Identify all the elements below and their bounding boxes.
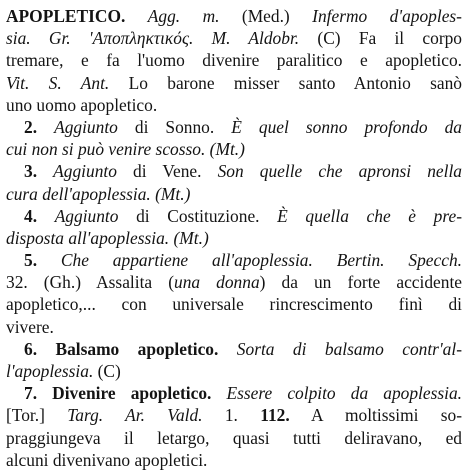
entry-line: Vit. S. Ant. Lo barone misser santo Antonio sanò bbox=[6, 72, 462, 93]
entry-line: APOPLETICO. Agg. m. (Med.) Infermo d'apoples- bbox=[6, 6, 462, 26]
entry-line: 5. Che appartiene all'apoplessia. Bertin. Specch. bbox=[24, 250, 462, 271]
sense-3 bbox=[6, 160, 462, 204]
entry-line: tremare, e fa l'uomo divenire paralitico e apopletico. bbox=[6, 50, 462, 71]
dictionary-entry bbox=[6, 5, 462, 471]
entry-line: 2. Aggiunto di Sonno. È quel sonno profondo da bbox=[24, 116, 463, 137]
sense-number: 6. Balsamo apopletico. bbox=[24, 338, 219, 359]
entry-line: vivere. bbox=[6, 316, 54, 337]
headword: APOPLETICO. bbox=[6, 6, 126, 26]
entry-line: disposta all'apoplessia. (Mt.) bbox=[6, 227, 209, 248]
entry-line: apopletico,... con universale rincrescimento finì di bbox=[6, 294, 462, 315]
entry-line: 7. Divenire apopletico. Essere colpito da apoplessia. bbox=[24, 383, 462, 404]
sense-number: 7. Divenire apopletico. bbox=[24, 383, 212, 404]
entry-line: l'apoplessia. (C) bbox=[6, 361, 121, 381]
sense-number: 3. bbox=[24, 161, 54, 182]
entry-line: 3. Aggiunto di Vene. Son quelle che apronsi nella bbox=[24, 161, 462, 182]
entry-line: [Tor.] Targ. Ar. Vald. 1. 112. A moltissimi so- bbox=[6, 405, 462, 426]
sense-number: 4. bbox=[24, 205, 55, 226]
entry-line: 6. Balsamo apopletico. Sorta di balsamo contr'al- bbox=[24, 338, 462, 359]
grammar-label: Agg. m. bbox=[147, 6, 220, 26]
entry-line: cui non si può venire scosso. (Mt.) bbox=[6, 139, 245, 160]
entry-line: uno uomo apopletico. bbox=[6, 94, 158, 115]
entry-line: 4. Aggiunto di Costituzione. È quella che è pre- bbox=[24, 205, 462, 226]
sense-4 bbox=[6, 205, 462, 249]
entry-line: 32. (Gh.) Assalita (una donna) da un forte accidente bbox=[6, 272, 462, 293]
sense-6 bbox=[6, 338, 462, 382]
entry-line: sia. Gr. 'Αποπληκτικός. M. Aldobr. (C) Fa il corpo bbox=[6, 28, 462, 49]
sense-2 bbox=[6, 116, 462, 160]
entry-line: alcuni divenivano apopletici. bbox=[6, 449, 208, 470]
sense-7 bbox=[6, 382, 462, 471]
source-citation: Targ. Ar. Vald. bbox=[67, 405, 203, 426]
entry-apopletico bbox=[6, 5, 462, 116]
sense-5 bbox=[6, 249, 462, 338]
entry-line: cura dell'apoplessia. (Mt.) bbox=[6, 183, 191, 204]
sense-number: 2. bbox=[24, 116, 55, 137]
definition-text: Infermo d'apoples- bbox=[312, 6, 462, 26]
entry-line: praggiungeva il letargo, quasi tutti deliravano, ed bbox=[6, 427, 462, 448]
source-citation: Vit. S. Ant. bbox=[6, 72, 110, 93]
sense-number: 5. bbox=[24, 250, 61, 271]
